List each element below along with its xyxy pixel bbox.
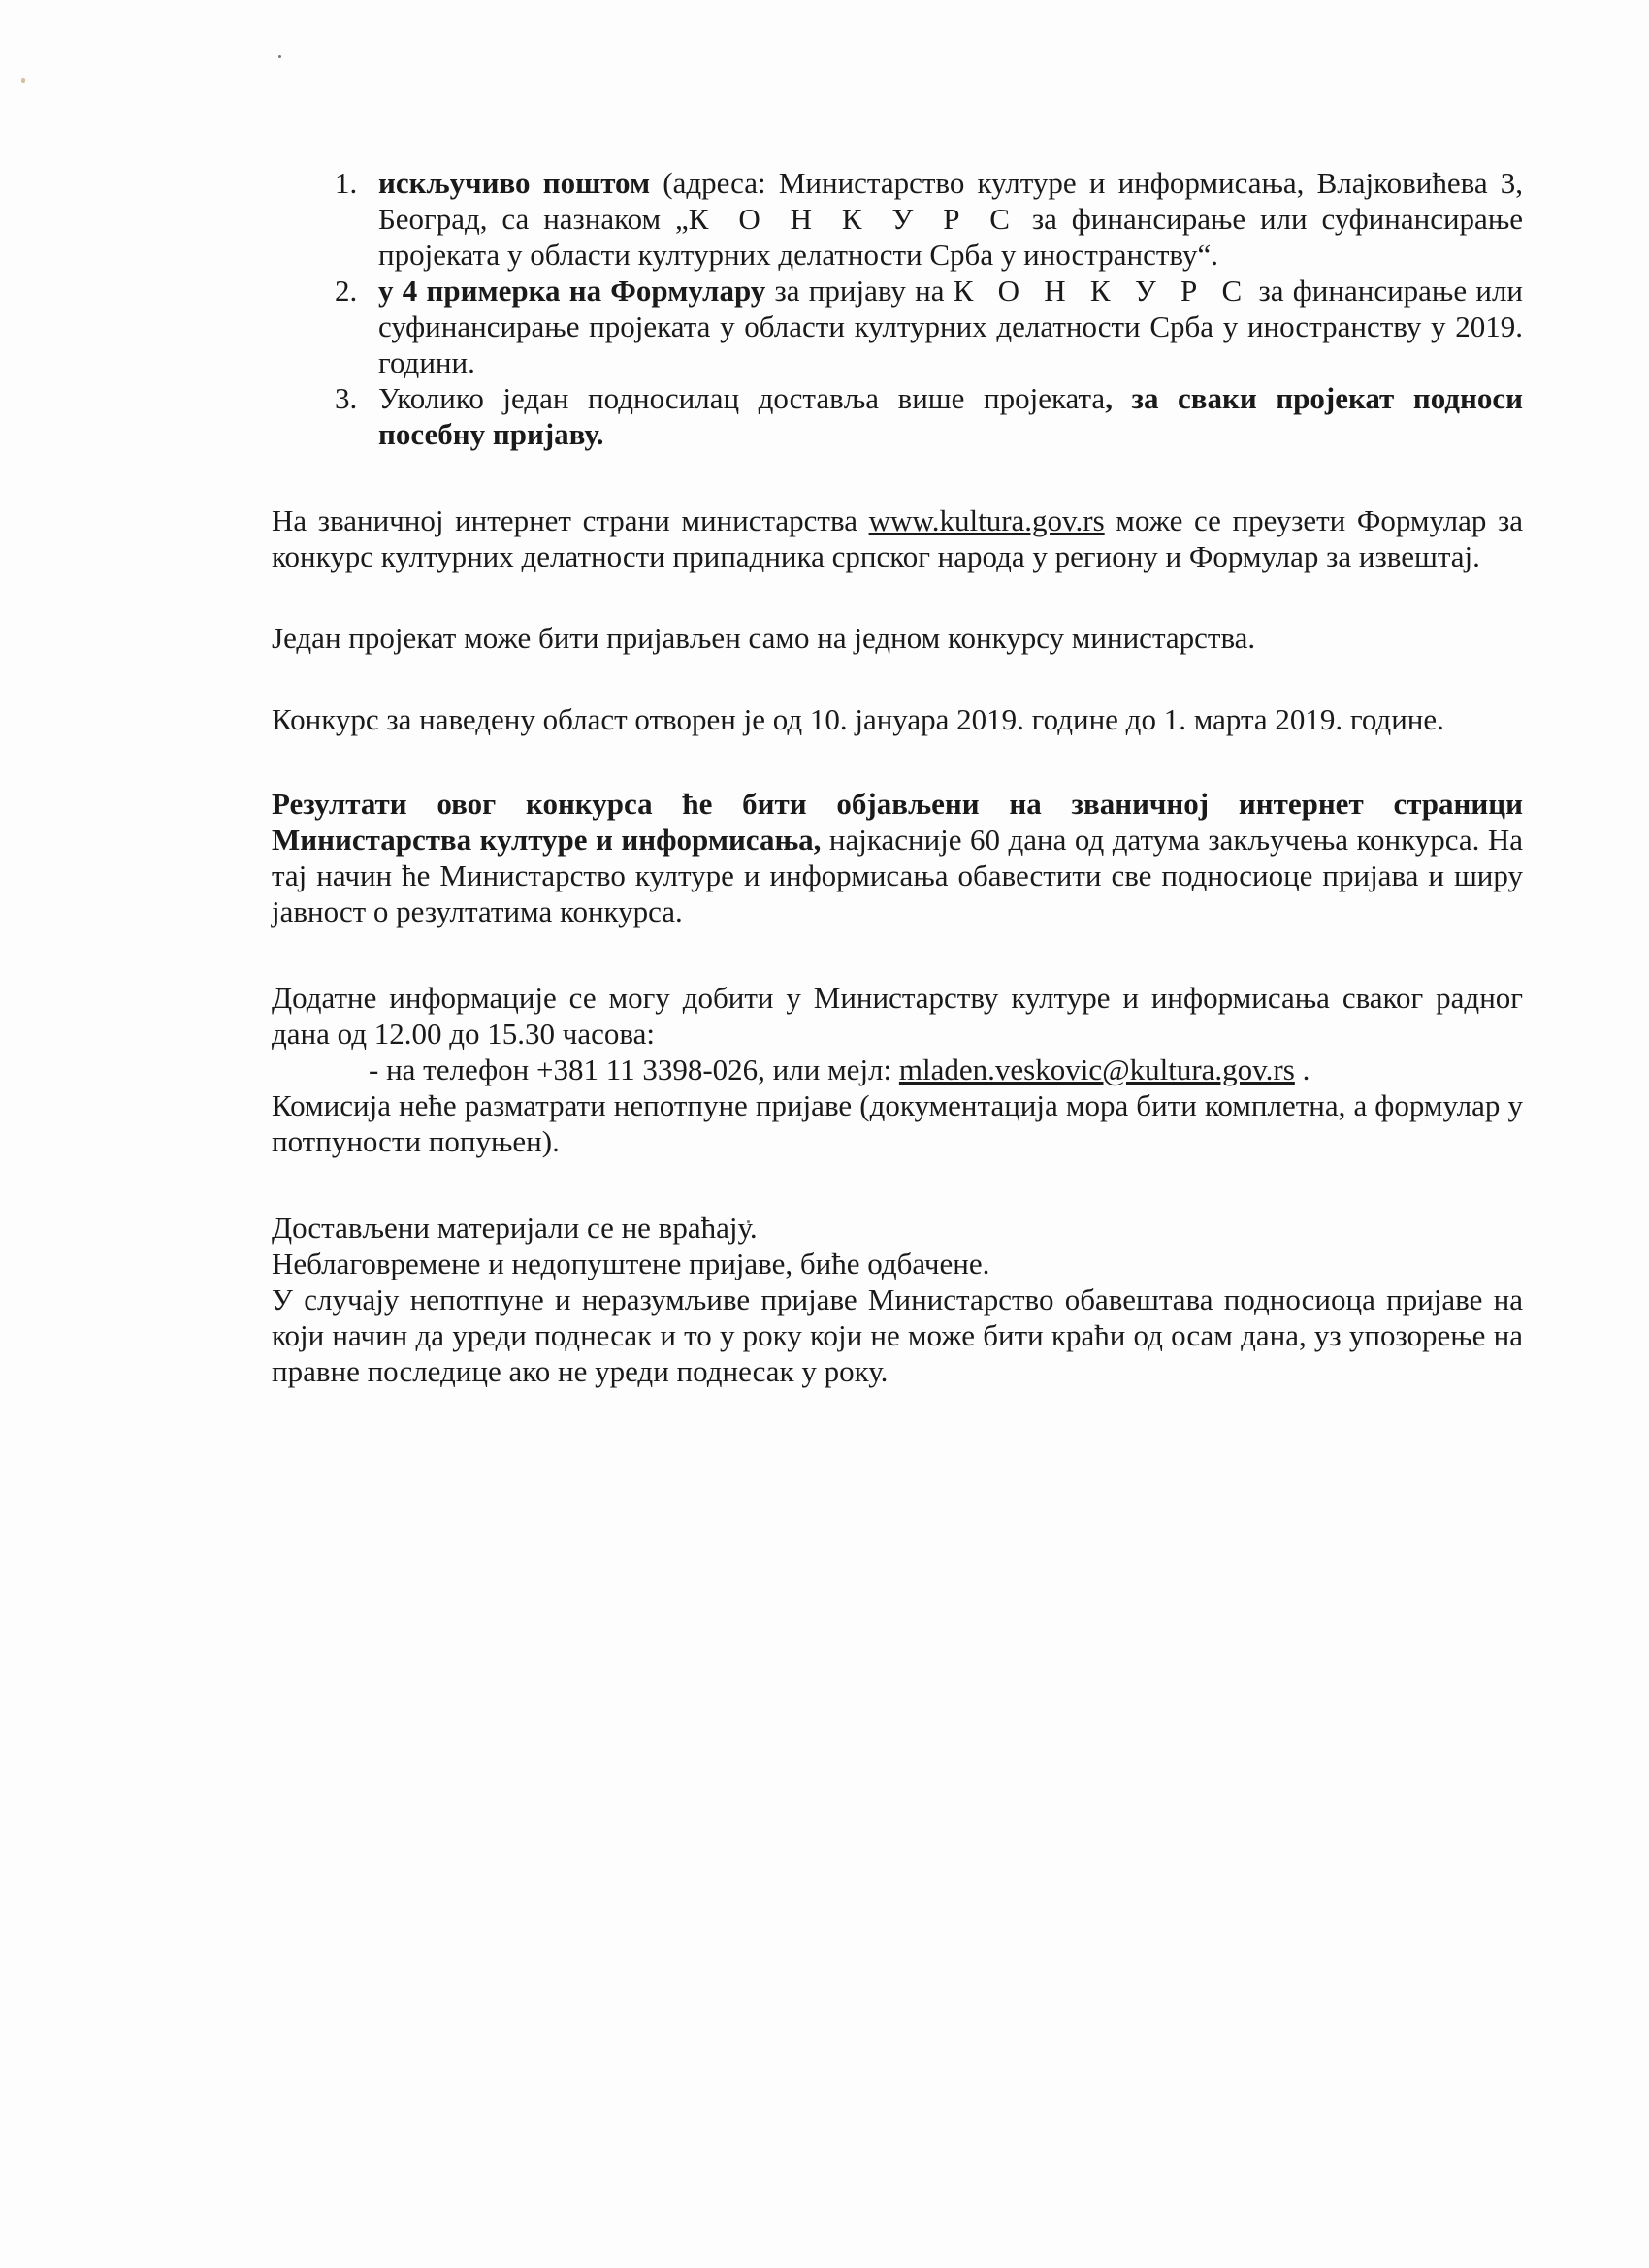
contact-text: - на телефон +381 11 3398-026, или мејл:	[369, 1053, 899, 1086]
list-item	[335, 380, 1523, 452]
contact-text-after: .	[1294, 1053, 1310, 1086]
contest-label: К О Н К У Р С	[688, 202, 1018, 236]
ministry-website-link[interactable]: www.kultura.gov.rs	[868, 503, 1105, 537]
list-item-bold-text: искључиво поштом	[378, 166, 651, 200]
results-paragraph	[272, 786, 1523, 929]
list-item-number: 1.	[335, 166, 358, 200]
list-item-text-continued: за финансирање или суфинансирање пројеката у области културних делатности Срба у иностранству у 2019. години.	[378, 274, 1524, 379]
final-paragraph: У случају непотпуне и неразумљиве пријаве Министарство обавештава подносиоца пријаве на који начин да уреди поднесак и то у року који не може бити краћи од осам дана, уз упозорење на правне последице ако не уреди поднесак у року.	[272, 1282, 1523, 1388]
list-item	[335, 273, 1524, 380]
list-item	[335, 165, 1524, 273]
website-text-before: На званичној интернет страни министарства	[272, 503, 869, 537]
contact-line	[272, 1052, 1523, 1087]
list-item-text: за пријаву на	[765, 274, 954, 308]
list-item-bold-text: , за сваки пројекат подноси посебну пријаву.	[378, 381, 1523, 451]
info-paragraph: Додатне информације се могу добити у Министарству културе и информисања сваког радног дана од 12.00 до 15.30 часова:	[272, 981, 1523, 1051]
document-body	[272, 165, 1523, 1389]
incomplete-notice-paragraph: Комисија неће разматрати непотпуне пријаве (документација мора бити комплетна, а формулар у потпуности попуњен).	[272, 1088, 1523, 1158]
website-text-after: може се преузети Формулар за конкурс културних делатности припадника српског народа у региону и Формулар за извештај.	[272, 503, 1523, 573]
results-bold-text: Резултати овог конкурса ће бити објављени на званичној интернет страници Министарства културе и информисања,	[272, 787, 1523, 857]
closing-line: Достављени материјали се не враћају.	[272, 1211, 758, 1245]
list-item-number: 2.	[335, 274, 358, 308]
closing-line: Неблаговремене и недопуштене пријаве, биће одбачене.	[272, 1247, 990, 1280]
results-text: најкасније 60 дана од датума закључења конкурса. На тај начин ће Министарство културе и информисања обавестити све подносиоце пријава и ширу јавност о резултатима конкурса.	[272, 823, 1523, 928]
single-contest-paragraph: Један пројекат може бити пријављен само на једном конкурсу министарства.	[272, 621, 1256, 655]
scan-artifact	[21, 78, 25, 83]
submission-requirements-list	[272, 165, 1523, 452]
list-item-number: 3.	[335, 381, 358, 415]
scan-speck	[278, 55, 281, 58]
list-item-text: Уколико један подносилац доставља више пројеката	[378, 381, 1106, 415]
website-paragraph	[272, 502, 1523, 574]
open-period-paragraph: Конкурс за наведену област отворен је од 10. јануара 2019. године до 1. марта 2019. године.	[272, 702, 1444, 736]
list-item-text-continued: за финансирање или суфинансирање пројеката у области културних делатности Срба у иностранству“.	[378, 202, 1523, 272]
list-item-bold-text: у 4 примерка на Формулару	[378, 274, 766, 308]
contest-label: К О Н К У Р С	[953, 274, 1250, 308]
contact-email-link[interactable]: mladen.veskovic@kultura.gov.rs	[898, 1053, 1295, 1086]
list-item-text: (адреса: Министарство културе и информисања, Влајковићева 3, Београд, са назнаком „	[378, 166, 1524, 236]
